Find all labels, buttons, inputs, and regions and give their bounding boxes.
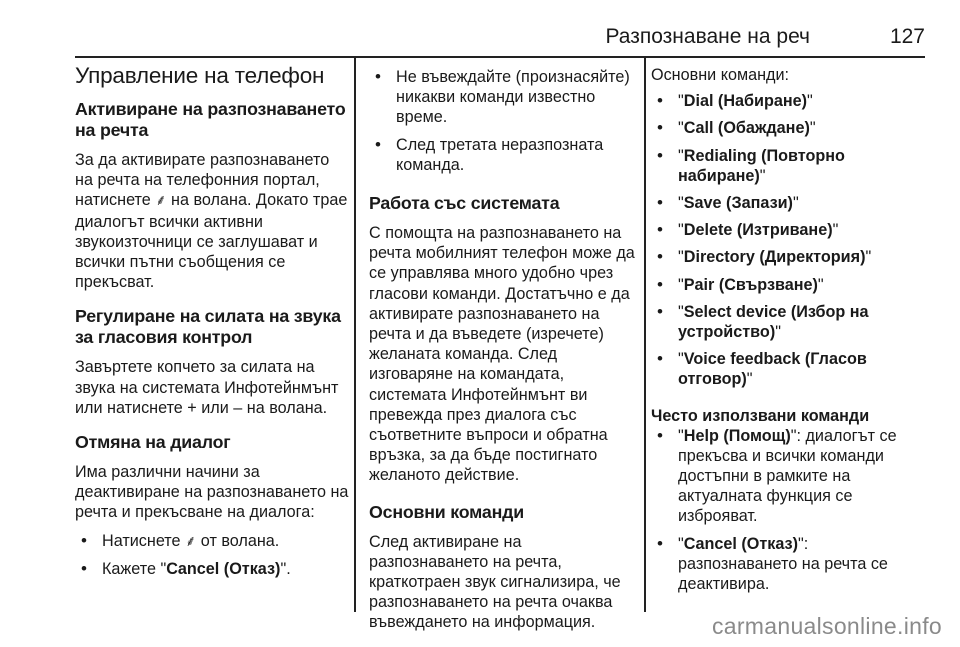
- list-item: • "Delete (Изтриване)": [651, 220, 921, 240]
- section-title-cancel: Отмяна на диалог: [75, 432, 231, 453]
- cancel-list: [75, 531, 349, 579]
- cancel-list-continued: [369, 67, 637, 175]
- section-text-activate: За да активирате разпознаването на речта на телефонния портал, натиснете ⸙ на волана. Докато трае диалогът всички активни звукоизточници се заглушават и всички пътни съобщения се прекъсват.: [75, 151, 348, 292]
- section-text-basic-commands: След активиране на разпознаването на речта, краткотраен звук сигнализира, че разпознаването на речта очаква въвеждането на информация.: [369, 532, 621, 632]
- list-item: • "Voice feedback (Гласов отговор)": [651, 349, 921, 389]
- page-header: [75, 0, 925, 56]
- list-item: • "Redialing (Повторно набиране)": [651, 146, 921, 186]
- list-item: • Кажете "Cancel (Отказ)".: [75, 559, 349, 579]
- section-title-basic-commands: Основни команди: [369, 501, 524, 522]
- page-number: 127: [889, 25, 925, 48]
- column-3: [651, 57, 921, 608]
- running-title: Разпознаване на реч: [605, 25, 810, 48]
- list-item: • Натиснете ⸙ от волана.: [75, 531, 349, 552]
- section-title-activate: Активиране на разпознаването на речта: [75, 99, 346, 140]
- voice-control-icon: ⸙: [155, 192, 167, 210]
- column-divider-1: [354, 57, 356, 612]
- list-item: • "Dial (Набиране)": [651, 91, 921, 111]
- frequent-commands-list: [651, 426, 921, 595]
- frequent-commands-title: Често използвани команди: [651, 406, 870, 425]
- column-divider-2: [644, 57, 646, 612]
- commands-list: [651, 91, 921, 389]
- voice-control-off-icon: ⸙: [185, 532, 197, 550]
- commands-intro: Основни команди:: [651, 66, 790, 84]
- list-item: • "Cancel (Отказ)": разпознаването на речта се деактивира.: [651, 534, 921, 595]
- list-item: • "Save (Запази)": [651, 193, 921, 213]
- list-item: • "Help (Помощ)": диалогът се прекъсва и всички команди достъпни в рамките на актуалната функция се изброяват.: [651, 426, 921, 527]
- section-text-volume: Завъртете копчето за силата на звука на системата Инфотейнмънт или натиснете + или – на волана.: [75, 358, 339, 417]
- watermark: carmanualsonline.info: [711, 613, 942, 639]
- section-title-operation: Работа със системата: [369, 193, 560, 214]
- column-2: [369, 57, 637, 647]
- section-text-operation: С помощта на разпознаването на речта мобилният телефон може да се управлява много удобно чрез гласови команди. Достатъчно е да активирате разпознаването на речта и да въведете (изречете) желаната команда. След изговаряне на командата, системата Инфотейнмънт ви превежда през диалога със съответните въпроси и обратна връзка, за да бъде постигнато желаното действие.: [369, 224, 635, 485]
- section-text-cancel: Има различни начини за деактивиране на разпознаването на речта и прекъсване на диалога:: [75, 463, 349, 522]
- list-item: • Не въвеждайте (произнасяйте) никакви команди известно време.: [369, 67, 637, 128]
- main-title: Управление на телефон: [75, 63, 325, 88]
- list-item: • След третата неразпозната команда.: [369, 135, 637, 175]
- list-item: • "Directory (Директория)": [651, 247, 921, 267]
- list-item: • "Call (Обаждане)": [651, 118, 921, 138]
- list-item: • "Pair (Свързване)": [651, 275, 921, 295]
- list-item: • "Select device (Избор на устройство)": [651, 302, 921, 342]
- column-1: [75, 57, 349, 593]
- section-title-volume: Регулиране на силата на звука за гласовия контрол: [75, 306, 341, 348]
